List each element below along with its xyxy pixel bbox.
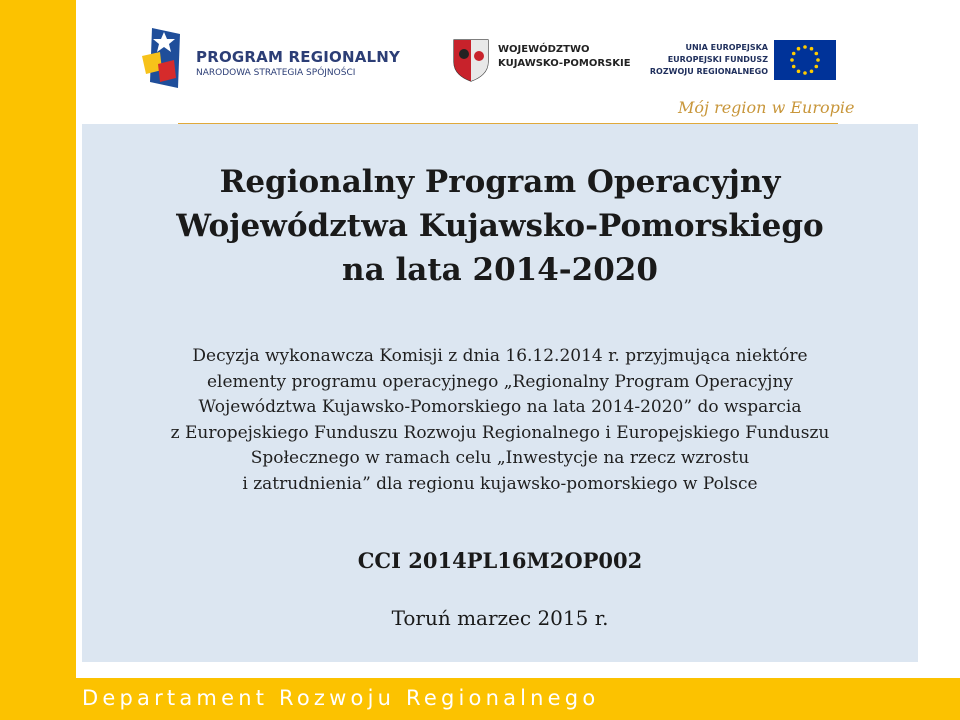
description-line-5: Społecznego w ramach celu „Inwestycje na rzecz wzrostu [250,448,750,468]
decision-description [82,344,918,497]
title-line-3: na lata 2014-2020 [342,252,658,288]
description-line-2: elementy programu operacyjnego „Regionalny Program Operacyjny [206,371,793,392]
voivodeship-name-line2: KUJAWSKO-POMORSKIE [498,58,631,69]
place-date: Toruń marzec 2015 r. [391,606,609,630]
voivodeship-coat-of-arms-icon [452,38,490,82]
description-line-3: Województwa Kujawsko-Pomorskiego na lata 2014-2020” do wsparcia [198,397,802,417]
eu-fund-name-line2: ROZWOJU REGIONALNEGO [649,67,768,76]
title-line-2: Województwa Kujawsko-Pomorskiego [176,208,824,244]
description-line-1: Decyzja wykonawcza Komisji z dnia 16.12.2014 r. przyjmująca niektóre [192,346,808,366]
voivodeship-logo [452,38,632,82]
description-line-6: i zatrudnienia” dla regionu kujawsko-pomorskiego w Polsce [242,473,758,494]
cci-code: CCI 2014PL16M2OP002 [357,548,643,573]
eu-flag-icon [774,40,836,80]
voivodeship-name-line1: WOJEWÓDZTWO [498,44,590,55]
program-regionalny-title: PROGRAM REGIONALNY [196,48,401,66]
eu-fund-name-line1: EUROPEJSKI FUNDUSZ [667,55,768,64]
eu-fund-logo [649,40,836,80]
eu-name: UNIA EUROPEJSKA [685,43,768,52]
program-regionalny-subtitle: NARODOWA STRATEGIA SPÓJNOŚCI [196,68,356,78]
slogan: Mój region w Europie [678,98,855,117]
page-title [82,160,918,292]
description-line-4: z Europejskiego Funduszu Rozwoju Regionalnego i Europejskiego Funduszu [170,422,830,443]
footer-department-name: Departament Rozwoju Regionalnego [82,686,600,710]
title-line-1: Regionalny Program Operacyjny [219,164,781,200]
left-accent-bar [0,0,76,720]
program-regionalny-logo [138,26,401,92]
program-regionalny-emblem-icon [138,26,192,92]
eu-fund-text [650,42,768,78]
